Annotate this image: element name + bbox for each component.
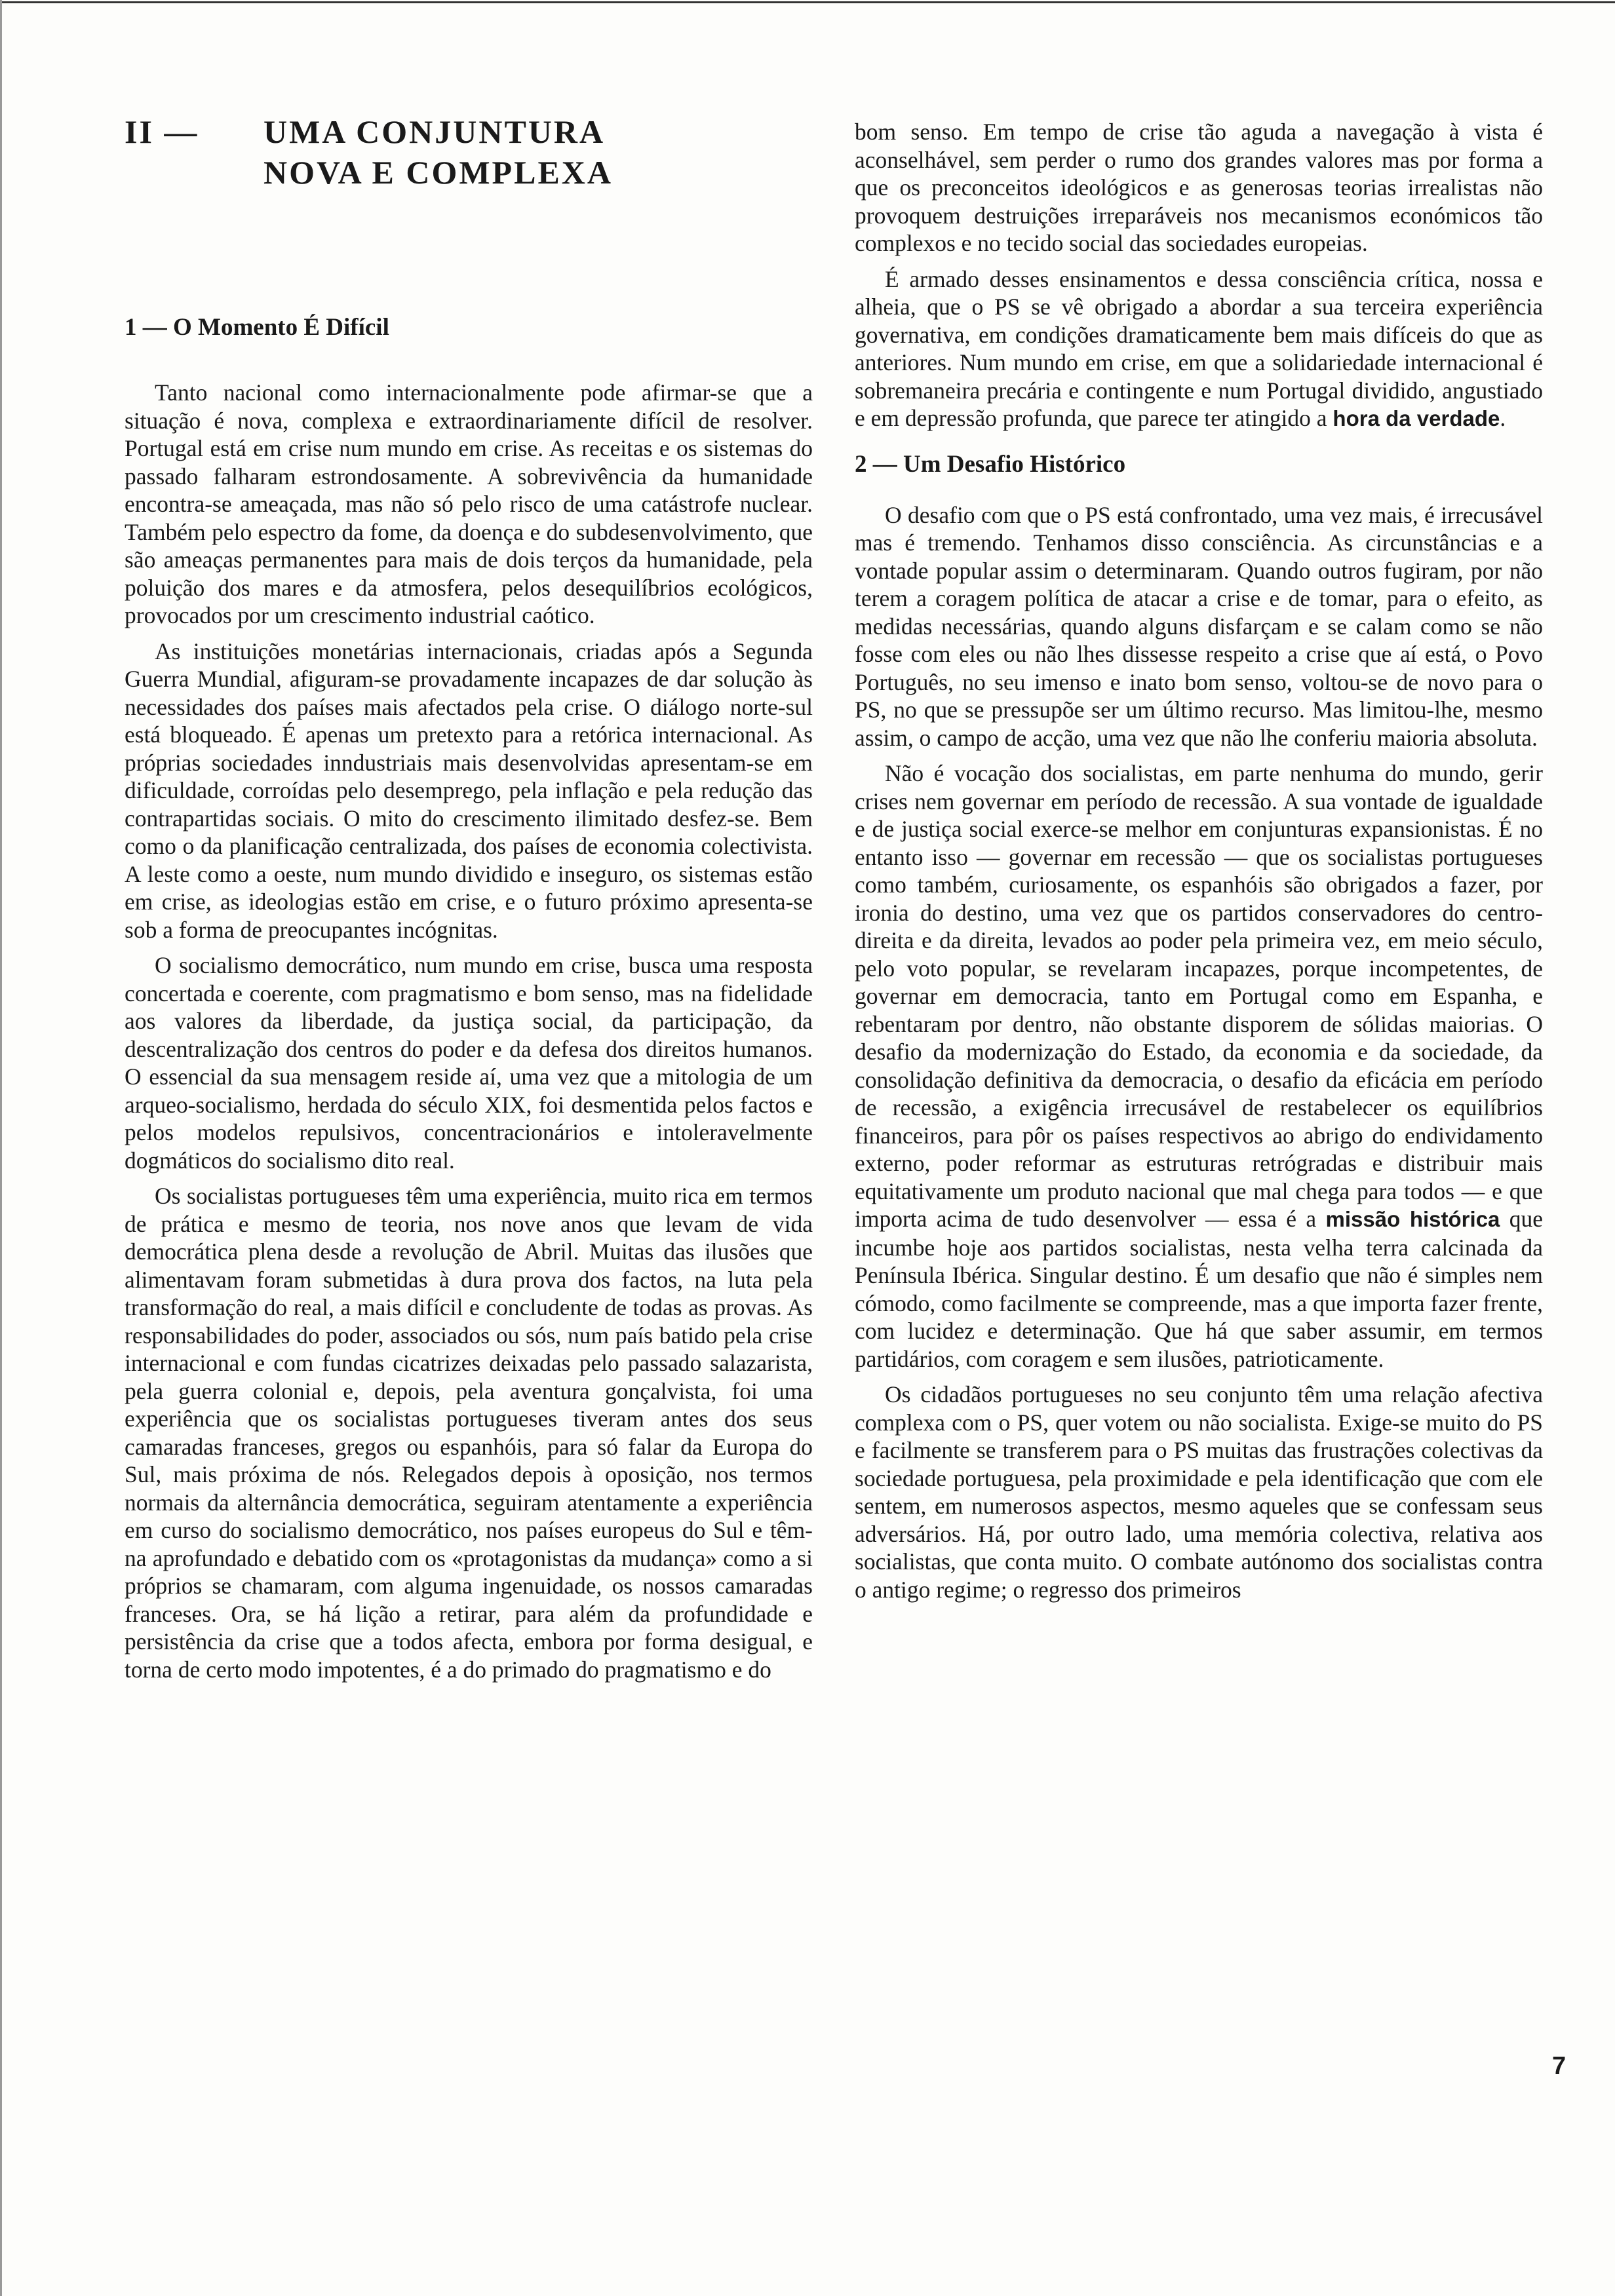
emphasis-text: missão histórica <box>1325 1207 1500 1231</box>
page-edge <box>0 0 2 2296</box>
page-number: 7 <box>1552 2052 1566 2080</box>
paragraph-text: Não é vocação dos socialistas, em parte nenhuma do mundo, gerir crises nem governar em período de recessão. A sua vontade de igualdade e de justiça social exerce-se melhor em conjunturas expansionistas. É no entanto isso — governar em recessão — que os socialistas portugueses como também, curiosamente, os espanhóis são obrigados a fazer, por ironia do destino, uma vez que os partidos conservadores do centro-direita e da direita, levados ao poder pela primeira vez, em meio século, pelo voto popular, se revelaram incapazes, porque incompetentes, de governar em democracia, tanto em Portugal como em Espanha, e rebentaram por dentro, não obstante disporem de sólidas maiorias. O desafio da modernização do Estado, da economia e da sociedade, da consolidação definitiva da democracia, o desafio da eficácia em período de recessão, a exigência irrecusável de restabelecer os equilíbrios financeiros, para pôr os países respectivos ao abrigo do endividamento externo, poder reformar as estruturas retrógradas e distribuir mais equitativamente um produto nacional que mal chega para todos — e que importa acima de tudo desenvolver — essa é a <box>855 760 1543 1232</box>
chapter-title-text <box>263 111 613 193</box>
paragraph-text: que incumbe hoje aos partidos socialistas, nesta velha terra calcinada da Península Ibérica. Singular destino. É um desafio que não é simples nem cómodo, como facilmente se compreende, mas a que importa fazer frente, com lucidez e determinação. Que há que saber assumir, em termos partidários, com coragem e sem ilusões, patrioticamente. <box>855 1206 1544 1372</box>
chapter-title-line-1: UMA CONJUNTURA <box>263 113 606 150</box>
emphasis-text: hora da verdade <box>1333 406 1500 430</box>
left-column <box>125 111 813 1683</box>
chapter-number: II — <box>125 113 199 150</box>
paragraph-continued: bom senso. Em tempo de crise tão aguda a navegação à vista é aconselhável, sem perder o rumo dos grandes valores mas por forma a que os preconceitos ideológicos e as generosas teorias irrealistas não provoquem destruições irreparáveis nos mecanismos económicos tão complexos e no tecido social das sociedades europeias. <box>855 119 1543 256</box>
paragraph <box>855 265 1543 433</box>
paragraph: O socialismo democrático, num mundo em crise, busca uma resposta concertada e coerente, com pragmatismo e bom senso, mas na fidelidade aos valores da liberdade, da justiça social, da participação, da descentralização dos centros do poder e da defesa dos direitos humanos. O essencial da sua mensagem reside aí, uma vez que a mitologia de um arqueo-socialismo, herdada do século XIX, foi desmentida pelos factos e pelos modelos repulsivos, concentracionários e intoleravelmente dogmáticos do socialismo dito real. <box>125 952 813 1174</box>
section-heading-2: 2 — Um Desafio Histórico <box>855 450 1126 478</box>
paragraph-text: . <box>1500 405 1506 431</box>
paragraph: O desafio com que o PS está confrontado, uma vez mais, é irrecusável mas é tremendo. Tenhamos disso consciência. As circunstâncias e a vontade popular assim o determinaram. Quando outros fugiram, por não terem a coragem política de atacar a crise e de tomar, para o efeito, as medidas necessárias, quando alguns disfarçam e se calam como se não fosse com eles ou não lhes dissesse respeito a crise que aí está, o Povo Português, no seu imenso e inato bom senso, voltou-se de novo para o PS, no que se pressupõe ser um último recurso. Mas limitou-lhe, mesmo assim, o campo de acção, uma vez que não lhe conferiu maioria absoluta. <box>855 501 1543 751</box>
chapter-title-line-2: NOVA E COMPLEXA <box>263 154 613 191</box>
paragraph: As instituições monetárias internacionais, criadas após a Segunda Guerra Mundial, afiguram-se provadamente incapazes de dar solução às necessidades dos países mais afectados pela crise. O diálogo norte-sul está bloqueado. É apenas um pretexto para a retórica internacional. As próprias sociedades inndustriais mais desenvolvidas apresentam-se em dificuldade, corroídas pelo desemprego, pela inflação e pela redução das contrapartidas sociais. O mito do crescimento ilimitado desfez-se. Bem como o da planificação centralizada, dos países de economia colectivista. A leste como a oeste, num mundo dividido e inseguro, os sistemas estão em crise, as ideologias estão em crise, e o futuro próximo apresenta-se sob a forma de preocupantes incógnitas. <box>125 638 813 943</box>
paragraph: Os cidadãos portugueses no seu conjunto têm uma relação afectiva complexa com o PS, quer votem ou não socialista. Exige-se muito do PS e facilmente se transferem para o PS muitas das frustrações colectivas da sociedade portuguesa, pela proximidade e pela identificação que com ele sentem, em numerosos aspectos, mesmo aqueles que se confessam seus adversários. Há, por outro lado, uma memória colectiva, relativa aos socialistas, que conta muito. O combate autónomo dos socialistas contra o antigo regime; o regresso dos primeiros <box>855 1381 1543 1603</box>
chapter-title <box>125 111 813 193</box>
top-rule <box>0 1 1615 3</box>
paragraph <box>855 759 1543 1373</box>
section-heading-1: 1 — O Momento É Difícil <box>125 314 389 341</box>
paragraph: Tanto nacional como internacionalmente pode afirmar-se que a situação é nova, complexa e extraordinariamente difícil de resolver. Portugal está em crise num mundo em crise. As receitas e os sistemas do passado falharam estrondosamente. A sobrevivência da humanidade encontra-se ameaçada, mas não só pelo risco de uma catástrofe nuclear. Também pelo espectro da fome, da doença e do subdesenvolvimento, que são ameaças permanentes para mais de dois terços da humanidade, pela poluição dos mares e da atmosfera, pelos desequilíbrios ecológicos, provocados por um crescimento industrial caótico. <box>125 379 813 628</box>
right-column <box>855 118 1543 1603</box>
paragraph: Os socialistas portugueses têm uma experiência, muito rica em termos de prática e mesmo de teoria, nos nove anos que levam de vida democrática plena desde a revolução de Abril. Muitas das ilusões que alimentavam foram submetidas à dura prova dos factos, na luta pela transformação do real, a mais difícil e concludente de todas as provas. As responsabilidades do poder, associados ou sós, num país batido pela crise internacional e com fundas cicatrizes deixadas pelo passado salazarista, pela guerra colonial e, depois, pela aventura gonçalvista, foi uma experiência que os socialistas portugueses tiveram antes dos seus camaradas franceses, gregos ou espanhóis, para só falar da Europa do Sul, mais próxima de nós. Relegados depois à oposição, nos termos normais da alternância democrática, seguiram atentamente a experiência em curso do socialismo democrático, nos países europeus do Sul e têm-na aprofundado e debatido com os «protagonistas da mudança» como a si próprios se chamaram, com alguma ingenuidade, os nossos camaradas franceses. Ora, se há lição a retirar, para além da profundidade e persistência da crise que a todos afecta, embora por forma desigual, e torna de certo modo impotentes, é a do primado do pragmatismo e do <box>125 1183 813 1683</box>
paragraph-text: É armado desses ensinamentos e dessa consciência crítica, nossa e alheia, que o PS se vê obrigado a abordar a sua terceira experiência governativa, em condições dramaticamente bem mais difíceis do que as anteriores. Num mundo em crise, em que a solidariedade internacional é sobremaneira precária e contingente e num Portugal dividido, angustiado e em depressão profunda, que parece ter atingido a <box>855 265 1543 431</box>
